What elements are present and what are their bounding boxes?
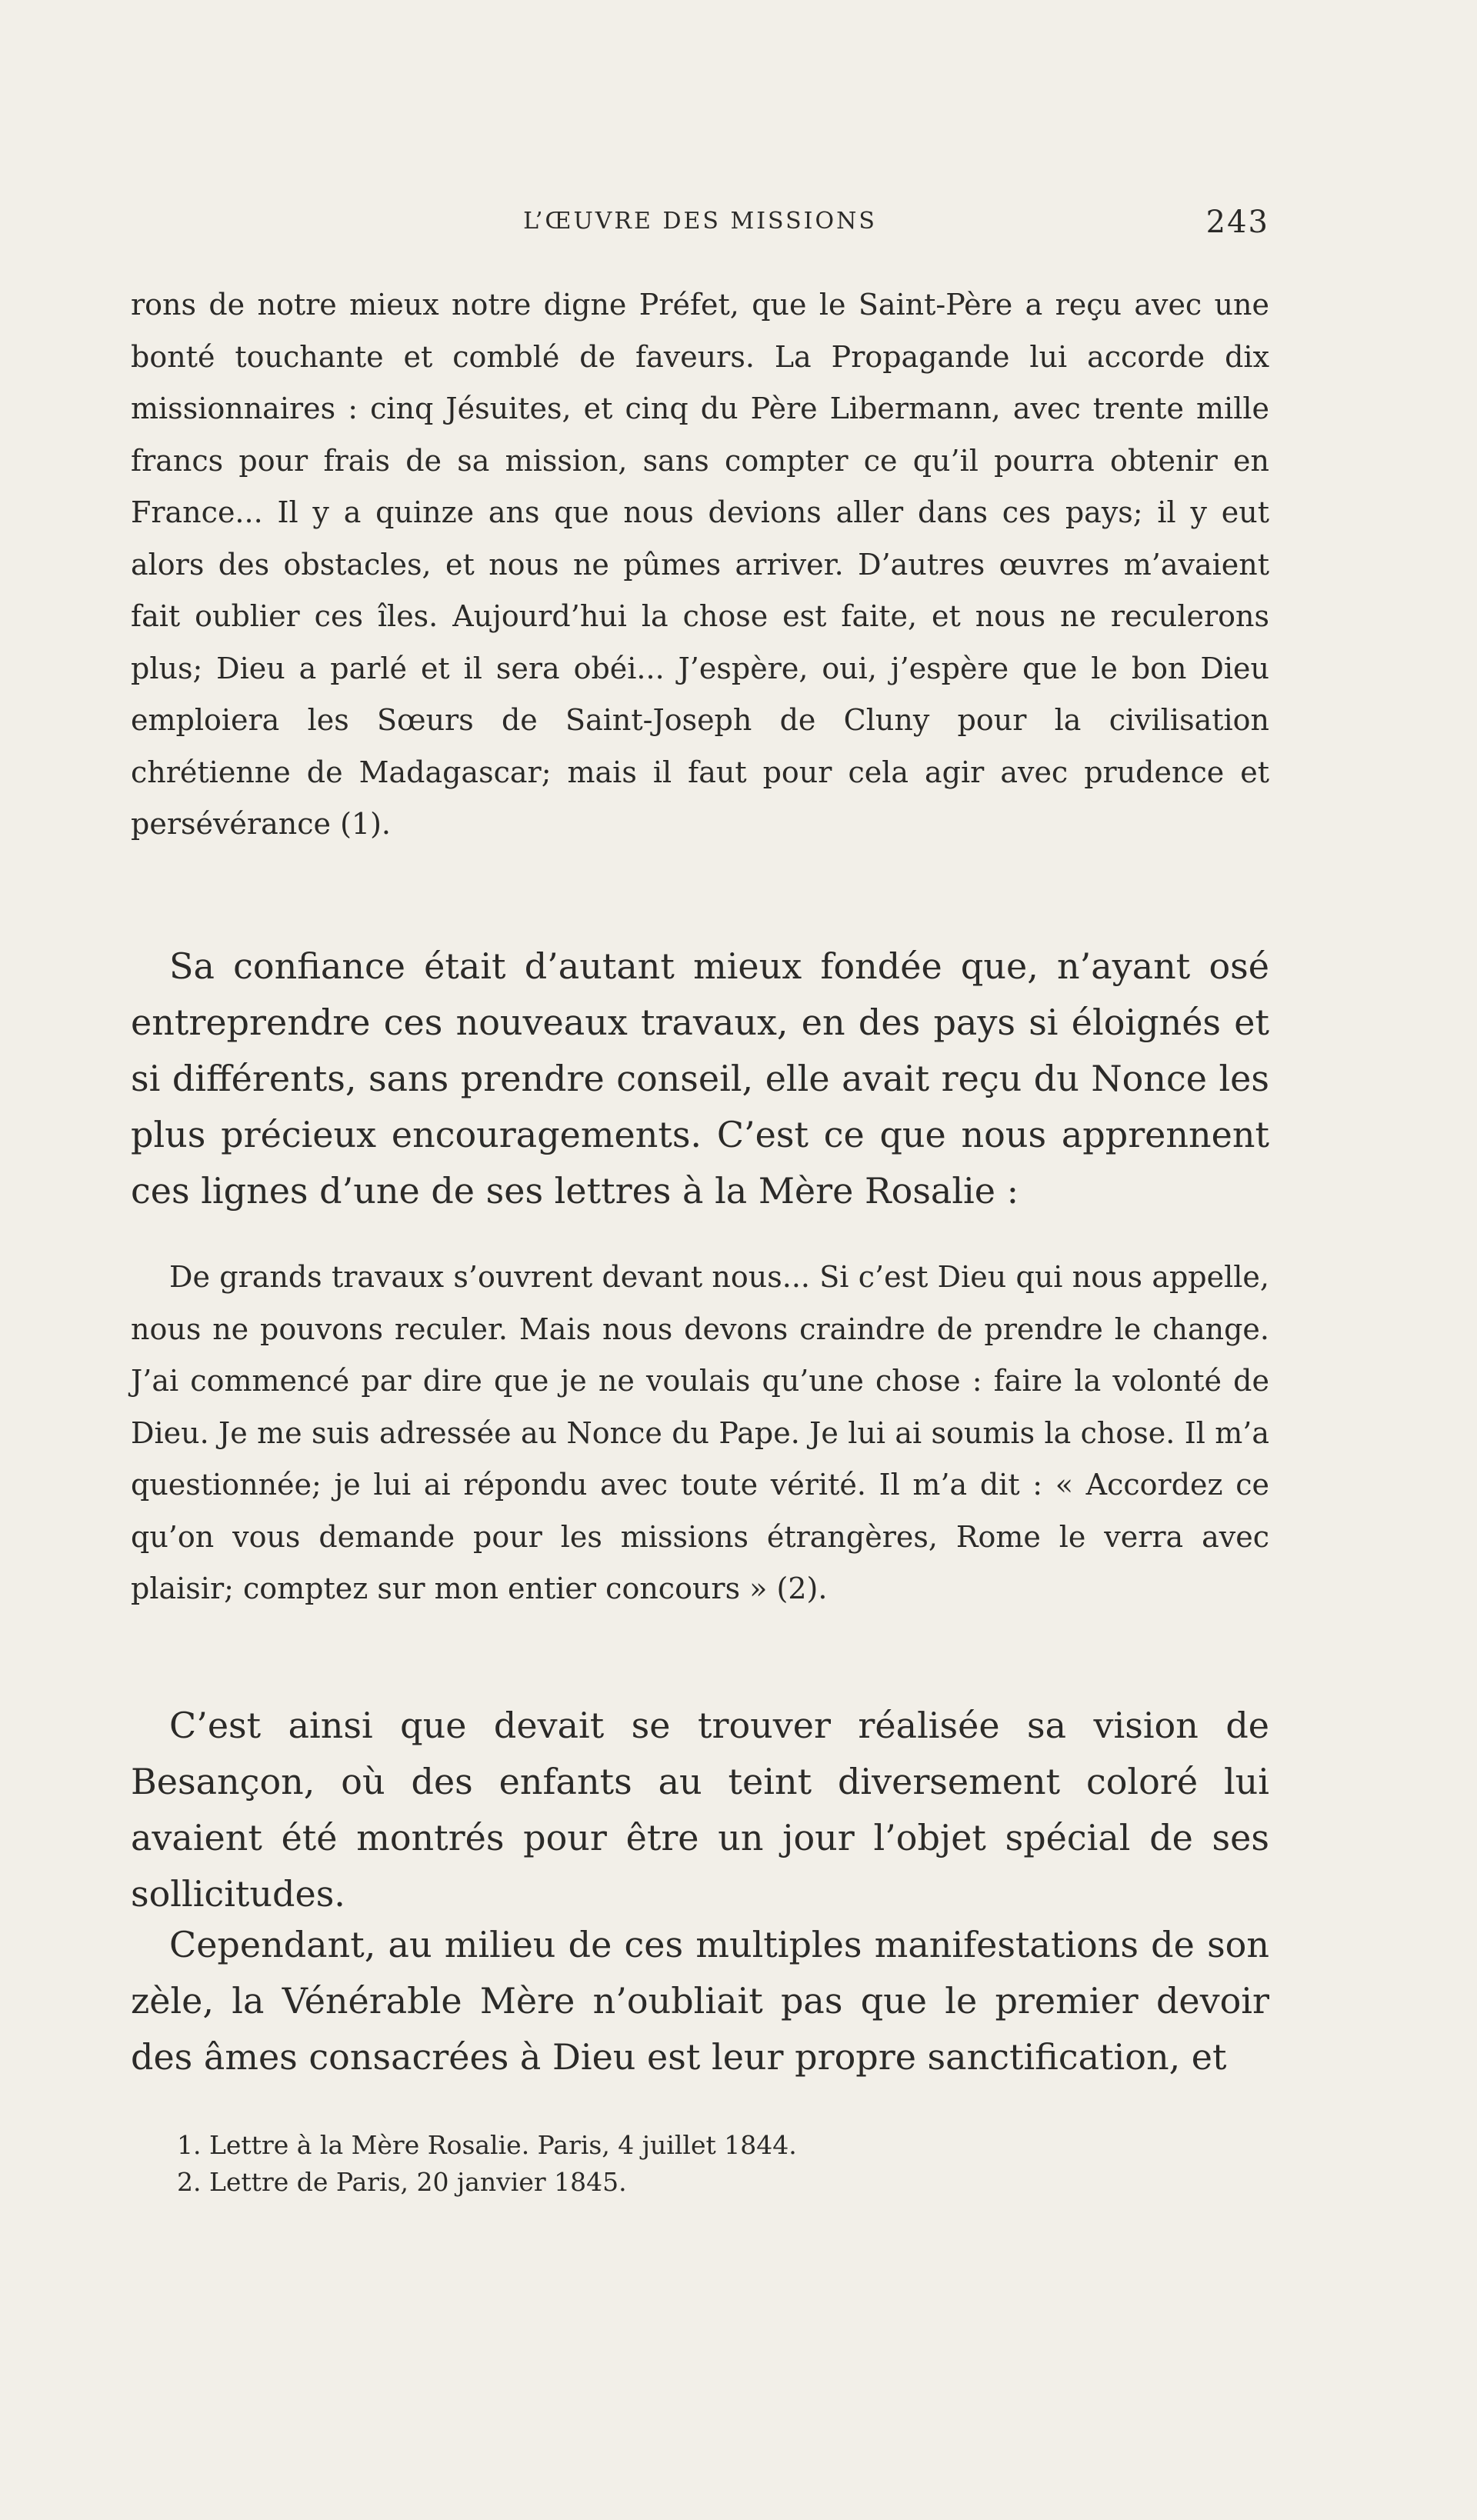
running-title: L’ŒUVRE DES MISSIONS bbox=[523, 208, 877, 235]
quoted-letter-paragraph-1: rons de notre mieux notre digne Préfet, que le Saint-Père a reçu avec une bonté touchante et comblé de faveurs. La Propagande lui accorde dix missionnaires : cinq Jésuites, et cinq du Père Libermann, avec trente mille francs pour frais de sa mission, sans compter ce qu’il pourra obtenir en France... Il y a quinze ans que nous devions aller dans ces pays; il y eut alors des obstacles, et nous ne pûmes arriver. D’autres œuvres m’avaient fait oublier ces îles. Aujourd’hui la chose est faite, et nous ne reculerons plus; Dieu a parlé et il sera obéi... J’espère, oui, j’espère que le bon Dieu emploiera les Sœurs de Saint-Joseph de Cluny pour la civilisation chrétienne de Madagascar; mais il faut pour cela agir avec prudence et persévérance (1). bbox=[131, 288, 1269, 841]
footnotes bbox=[177, 2127, 1254, 2201]
main-text-paragraph-1: Sa confiance était d’autant mieux fondée que, n’ayant osé entreprendre ces nouveaux travaux, en des pays si éloignés et si différents, sans prendre conseil, elle avait reçu du Nonce les plus précieux encouragements. C’est ce que nous apprennent ces lignes d’une de ses lettres à la Mère Rosalie : bbox=[131, 945, 1269, 1212]
footnote-2: 2. Lettre de Paris, 20 janvier 1845. bbox=[177, 2167, 627, 2197]
main-text-paragraph-2: C’est ainsi que devait se trouver réalisée sa vision de Besançon, où des enfants au teint diversement coloré lui avaient été montrés pour être un jour l’objet spécial de ses sollicitudes. bbox=[131, 1705, 1269, 1915]
quoted-letter-paragraph-2: De grands travaux s’ouvrent devant nous... Si c’est Dieu qui nous appelle, nous ne pouvons reculer. Mais nous devons craindre de prendre le change. J’ai commencé par dire que je ne voulais qu’une chose : faire la volonté de Dieu. Je me suis adressée au Nonce du Pape. Je lui ai soumis la chose. Il m’a questionnée; je lui ai répondu avec toute vérité. Il m’a dit : « Accordez ce qu’on vous demande pour les missions étrangères, Rome le verra avec plaisir; comptez sur mon entier concours » (2). bbox=[131, 1260, 1269, 1605]
main-text-paragraph-3: Cependant, au milieu de ces multiples manifestations de son zèle, la Vénérable Mère n’oubliait pas que le premier devoir des âmes consacrées à Dieu est leur propre sanctification, et bbox=[131, 1924, 1269, 2078]
running-head bbox=[131, 205, 1269, 246]
page-number: 243 bbox=[1205, 205, 1269, 240]
footnote-1: 1. Lettre à la Mère Rosalie. Paris, 4 juillet 1844. bbox=[177, 2130, 797, 2160]
